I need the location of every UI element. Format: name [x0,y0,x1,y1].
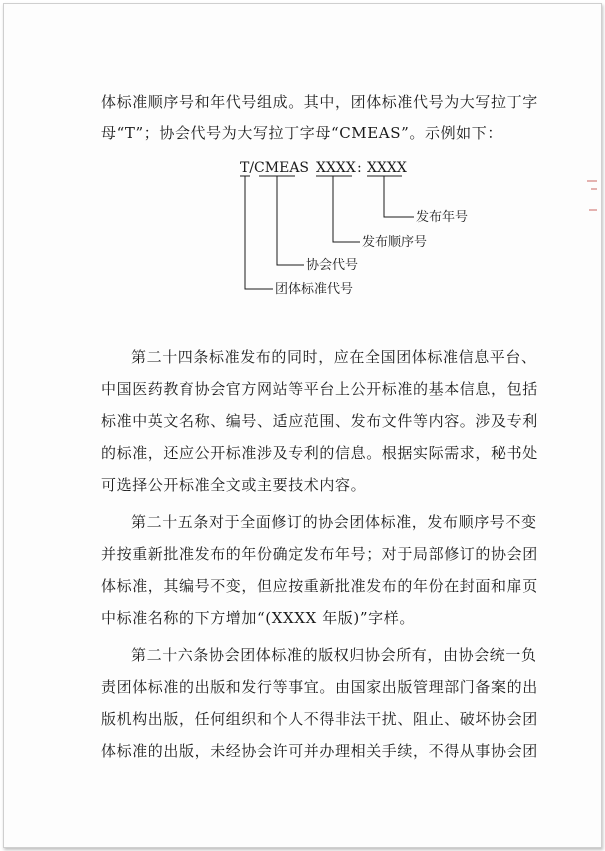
article24-line-5: 可选择公开标准全文或主要技术内容。 [101,476,367,494]
article26-line-2: 责团体标准的出版和发行等事宜。由国家出版管理部门备案的出 [101,678,538,696]
article24-line-3: 标准中英文名称、编号、适应范围、发布文件等内容。涉及专利 [101,412,538,430]
article26-line-1: 第二十六条协会团体标准的版权归协会所有，由协会统一负 [131,646,537,664]
seal-edge-mark [587,180,597,182]
seal-edge-mark [591,188,597,190]
code-structure-diagram [4,4,601,304]
year-connector [384,176,414,217]
intro-line-1: 体标准顺序号和年代号组成。其中，团体标准代号为大写拉丁字 [101,93,538,111]
code-prefix-text: T/CMEAS [240,160,310,176]
seq-connector [333,176,360,242]
article25-line-2: 并按重新批准发布的年份确定发布年号；对于局部修订的协会团 [101,545,538,563]
seq-code-text: XXXX [316,160,356,176]
document-page [3,3,602,848]
article25-line-3: 体标准，其编号不变，但应按重新批准发布的年份在封面和扉页 [101,577,538,595]
seal-edge-mark [589,209,597,211]
article24-line-2: 中国医药教育协会官方网站等平台上公开标准的基本信息，包括 [101,380,538,398]
year-label: 发布年号 [416,210,469,225]
article24-line-4: 的标准，还应公开标准涉及专利的信息。根据实际需求，秘书处 [101,444,538,462]
intro-line-2: 母“T”；协会代号为大写拉丁字母“CMEAS”。示例如下： [101,124,503,142]
year-code-text: XXXX [367,160,407,176]
assoc-label: 协会代号 [306,258,359,273]
article25-line-1: 第二十五条对于全面修订的协会团体标准，发布顺序号不变 [131,513,537,531]
article26-line-4: 体标准的出版，未经协会许可并办理相关手续，不得从事协会团 [101,742,538,760]
article24-line-1: 第二十四条标准发布的同时，应在全国团体标准信息平台、 [131,348,537,366]
separator-text: : [357,160,362,176]
assoc-connector [277,176,304,265]
group-connector [245,176,273,289]
group-label: 团体标准代号 [275,282,354,297]
article25-line-4: 中标准名称的下方增加“(XXXX 年版)”字样。 [101,609,415,627]
article26-line-3: 版机构出版，任何组织和个人不得非法干扰、阻止、破坏协会团 [101,710,538,728]
seq-label: 发布顺序号 [362,235,428,250]
